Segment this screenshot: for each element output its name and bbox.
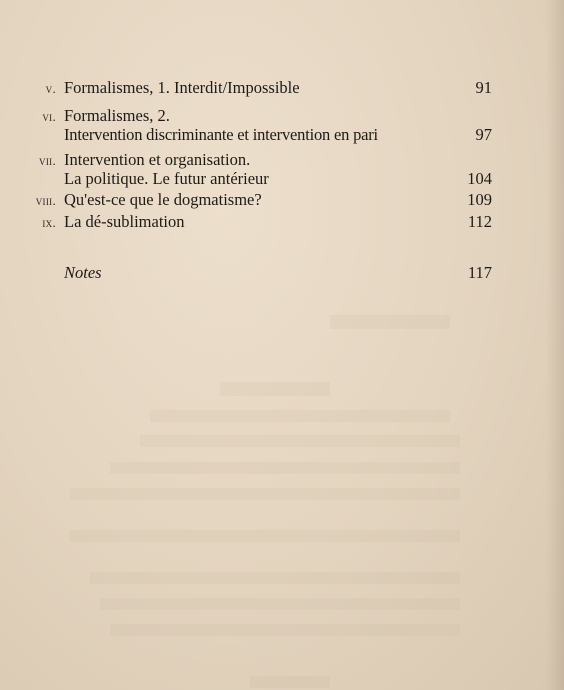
page-number: 109 — [467, 190, 492, 209]
toc-line — [64, 150, 492, 169]
toc-entry — [20, 212, 492, 232]
chapter-numeral: v. — [45, 81, 56, 96]
toc-entry-body — [64, 106, 492, 144]
toc-notes-entry — [20, 263, 492, 282]
chapter-title: La dé-sublimation — [64, 212, 185, 231]
page-edge-shadow — [546, 0, 564, 690]
toc-entry — [20, 78, 492, 98]
chapter-title: Formalismes, 1. Interdit/Impossible — [64, 78, 300, 97]
bleed-through-block — [90, 572, 460, 584]
toc-entry-body — [64, 78, 492, 97]
chapter-title: Intervention discriminante et intervention en pari — [64, 125, 378, 144]
page-number: 104 — [467, 169, 492, 188]
toc-entry — [20, 106, 492, 144]
bleed-through-block — [150, 410, 450, 422]
toc-entry-body — [64, 190, 492, 209]
chapter-numeral: ix. — [42, 215, 56, 230]
bleed-through-block — [110, 462, 460, 474]
chapter-numeral: viii. — [35, 193, 56, 208]
page-number: 91 — [475, 78, 492, 97]
toc-line — [64, 212, 492, 231]
notes-label: Notes — [64, 263, 102, 282]
chapter-title: Qu'est-ce que le dogmatisme? — [64, 190, 262, 209]
table-of-contents — [20, 78, 492, 282]
toc-line — [64, 190, 492, 209]
bleed-through-block — [140, 435, 460, 447]
bleed-through-block — [70, 488, 460, 500]
page-number: 112 — [467, 212, 492, 231]
toc-line — [64, 125, 492, 144]
chapter-title: Formalismes, 2. — [64, 106, 170, 125]
toc-entry — [20, 190, 492, 210]
page-number — [462, 150, 492, 169]
bleed-through-block — [250, 676, 330, 688]
chapter-title: La politique. Le futur antérieur — [64, 169, 269, 188]
toc-line — [64, 169, 492, 188]
page-number — [462, 106, 492, 125]
bleed-through-block — [110, 624, 460, 636]
page-number: 117 — [467, 263, 492, 282]
chapter-title: Intervention et organisation. — [64, 150, 251, 169]
bleed-through-block — [100, 598, 460, 610]
page-number: 97 — [475, 125, 492, 144]
toc-entry — [20, 150, 492, 188]
toc-entry-body — [64, 212, 492, 231]
bleed-through-block — [70, 530, 460, 542]
toc-line — [64, 78, 492, 97]
chapter-numeral: vii. — [39, 153, 56, 168]
chapter-numeral: vi. — [42, 109, 56, 124]
bleed-through-block — [220, 382, 330, 396]
bleed-through-block — [330, 315, 450, 329]
toc-line — [64, 106, 492, 125]
toc-entry-body — [64, 150, 492, 188]
